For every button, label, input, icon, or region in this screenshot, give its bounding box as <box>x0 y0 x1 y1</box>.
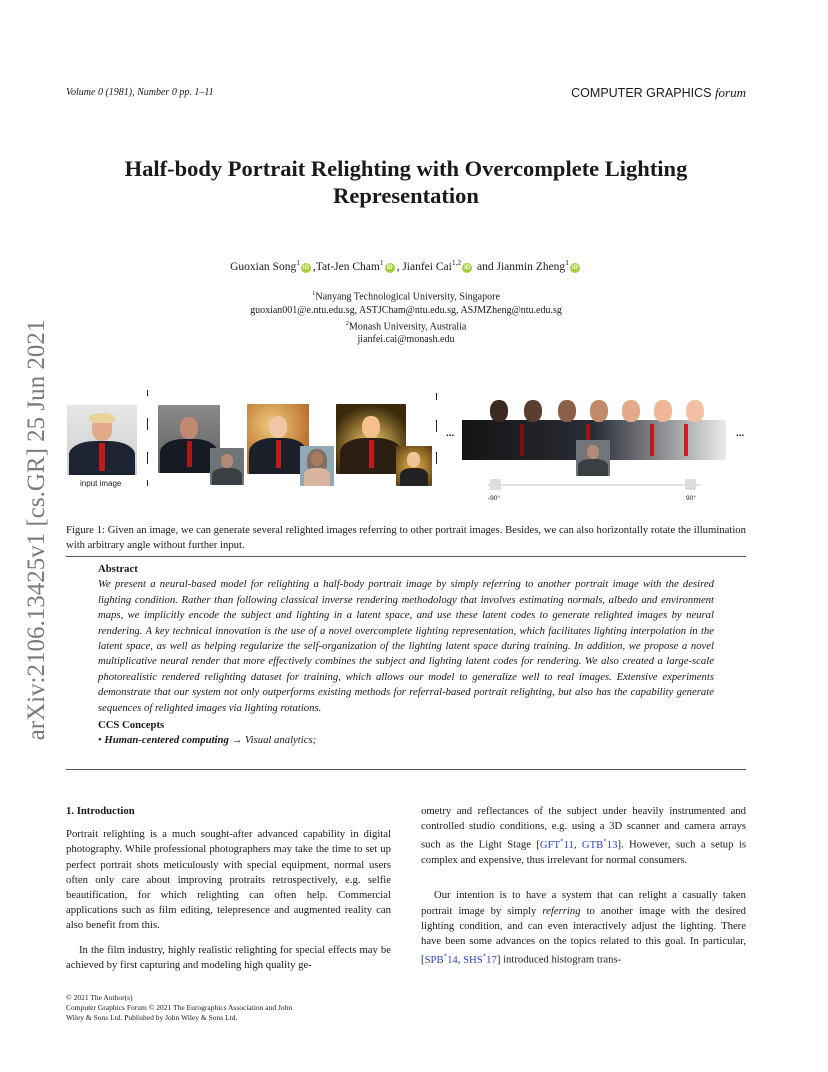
column-right <box>421 804 746 977</box>
orcid-icon[interactable]: iD <box>464 264 471 271</box>
journal-name-italic: forum <box>714 85 746 100</box>
copyright-footer <box>66 993 326 1023</box>
slider-handle-left[interactable] <box>490 479 501 490</box>
author-name: Tat-Jen Cham <box>315 260 380 273</box>
authors-and: and <box>477 260 494 273</box>
divider <box>66 556 746 557</box>
footer-line: Wiley & Sons Ltd. Published by John Wiley & Sons Ltd. <box>66 1013 238 1022</box>
input-image-photo <box>67 405 137 475</box>
author-name: Jianmin Zheng <box>496 260 566 273</box>
figure-1 <box>0 0 828 520</box>
affiliation-2: Monash University, Australia <box>348 321 467 333</box>
running-header-left: Volume 0 (1981), Number 0 pp. 1–11 <box>66 87 214 98</box>
section-heading: 1. Introduction <box>66 805 135 817</box>
input-image-label: input image <box>80 479 122 488</box>
citation-link[interactable]: SPB*14 <box>424 952 458 966</box>
orcid-icon[interactable]: iD <box>571 264 578 271</box>
orcid-icon[interactable]: iD <box>302 264 309 271</box>
separator <box>436 420 437 432</box>
figure-caption: Figure 1: Given an image, we can generate several relighted images referring to other portrait images. Besides, we can also horizontally rotate the illumination with arbitrary angle without further input. <box>66 524 746 551</box>
ccs-bold: Human-centered computing <box>104 734 229 747</box>
author-list: Guoxian Song$^1$iD ,Tat-Jen Cham$^1$iD , Jianfei Cai$^{1,2}$iD and Jianmin Zheng$^1$iD <box>230 258 578 273</box>
separator <box>436 452 437 464</box>
ccs-concepts <box>98 733 714 748</box>
abstract-block <box>98 562 714 749</box>
reference-image <box>300 446 334 486</box>
author-name: Jianfei Cai <box>402 260 452 273</box>
abstract-heading: Abstract <box>98 563 138 575</box>
column-left <box>66 804 391 982</box>
slider-label-right: 90° <box>686 495 696 502</box>
separator <box>147 418 148 430</box>
citation-link[interactable]: GTB*13 <box>581 837 618 851</box>
author-affil-sup: 1 <box>296 258 300 267</box>
paragraph: Our intention is to have a system that can relight a casually taken portrait image by simply referring to another image with the desired lighting condition, and can even interactively adjust the lighting. There have been some advances on the topics related to this goal. In particular, [SPB*14, SHS*17] introduced histogram trans- <box>421 889 746 966</box>
reference-image <box>576 440 610 476</box>
author-affil-sup: 1 <box>379 258 384 267</box>
citation-link[interactable]: GFT*11 <box>539 837 574 851</box>
slider-label-left: -90° <box>488 495 500 502</box>
citation-link[interactable]: SHS*17 <box>463 952 497 966</box>
paragraph: Portrait relighting is a much sought-after advanced capability in digital photography. While professional photographers may take the time to set up perfect portrait shots meticulously with special equipment, normal users often only care about improving protraits retrospectively, e.g. selfie beautification, for which relighting can often help. Commercial applications such as film editing, telepresence and augmented reality can also benefit from this. <box>66 828 391 932</box>
orcid-icon[interactable]: iD <box>386 264 393 271</box>
journal-name-main: COMPUTER GRAPHICS <box>571 86 712 100</box>
title-line-2: Representation <box>333 183 479 208</box>
arxiv-stamp: arXiv:2106.13425v1 [cs.GR] 25 Jun 2021 <box>23 319 50 741</box>
ccs-arrow: → <box>231 734 243 747</box>
ellipsis-left: ... <box>446 428 455 439</box>
author-affil-sup: 1,2 <box>451 258 462 267</box>
author-name: Guoxian Song <box>230 260 297 273</box>
affil-sup: 2 <box>345 319 349 327</box>
affiliation-2-email: jianfei.cai@monash.edu <box>357 334 455 346</box>
affil-sup: 1 <box>312 290 316 297</box>
footer-line: Computer Graphics Forum © 2021 The Eurographics Association and John <box>66 1003 293 1012</box>
title-line-1: Half-body Portrait Relighting with Overcomplete Lighting <box>124 156 688 181</box>
paragraph: In the film industry, highly realistic relighting for special effects may be achieved by first capturing and modeling high quality ge- <box>66 943 391 971</box>
paragraph: ometry and reflectances of the subject under heavily instrumented and controlled studio conditions, e.g. using a 3D scanner and camera arrays such as the Light Stage [GFT*11, GTB*13]. However, such a setup is complex and expensive, thus irrelevant for normal consumers. <box>421 805 747 867</box>
lighting-angle-slider-track[interactable] <box>488 484 700 486</box>
ccs-bullet: • <box>98 734 102 747</box>
ccs-heading: CCS Concepts <box>98 719 165 732</box>
abstract-text: We present a neural-based model for relighting a half-body portrait image by simply referring to another portrait image with the desired lighting condition. Rather than following classical inverse rendering methodology that involves estimating normals, albedo and environment maps, we implicitly encode the subject and lighting in a latent space, and use these latent codes to generate relighted images by neural rendering. A key technical innovation is the use of a novel overcomplete lighting representation, which facilitates lighting interpolation in the latent space, as well as helping regularize the self-organization of the lighting latent space during training. In addition, we propose a novel multiplicative neural render that more effectively combines the subject and lighting latent codes for rendering. We also created a large-scale photorealistic rendered relighting dataset for training, which allows our model to generalize well to real images. Extensive experiments demonstrate that our system not only outperforms existing methods for referral-based portrait relighting, but also has the capability generate sequences of relighted images via lighting rotations. <box>98 578 714 714</box>
separator <box>147 480 148 486</box>
separator <box>147 390 148 396</box>
affiliation-1-emails: guoxian001@e.ntu.edu.sg, ASTJCham@ntu.edu.sg, ASJMZheng@ntu.edu.sg <box>250 304 562 316</box>
slider-handle-right[interactable] <box>685 479 696 490</box>
reference-image <box>210 448 244 485</box>
ccs-rest: Visual analytics; <box>244 734 317 747</box>
footer-line: © 2021 The Author(s) <box>66 993 133 1002</box>
author-affil-sup: 1 <box>565 258 569 267</box>
separator <box>436 393 437 400</box>
ellipsis-right: ... <box>736 428 745 439</box>
affiliation-1: Nanyang Technological University, Singapore <box>315 291 500 303</box>
reference-image <box>396 446 432 486</box>
divider <box>66 769 746 770</box>
separator <box>147 452 148 464</box>
